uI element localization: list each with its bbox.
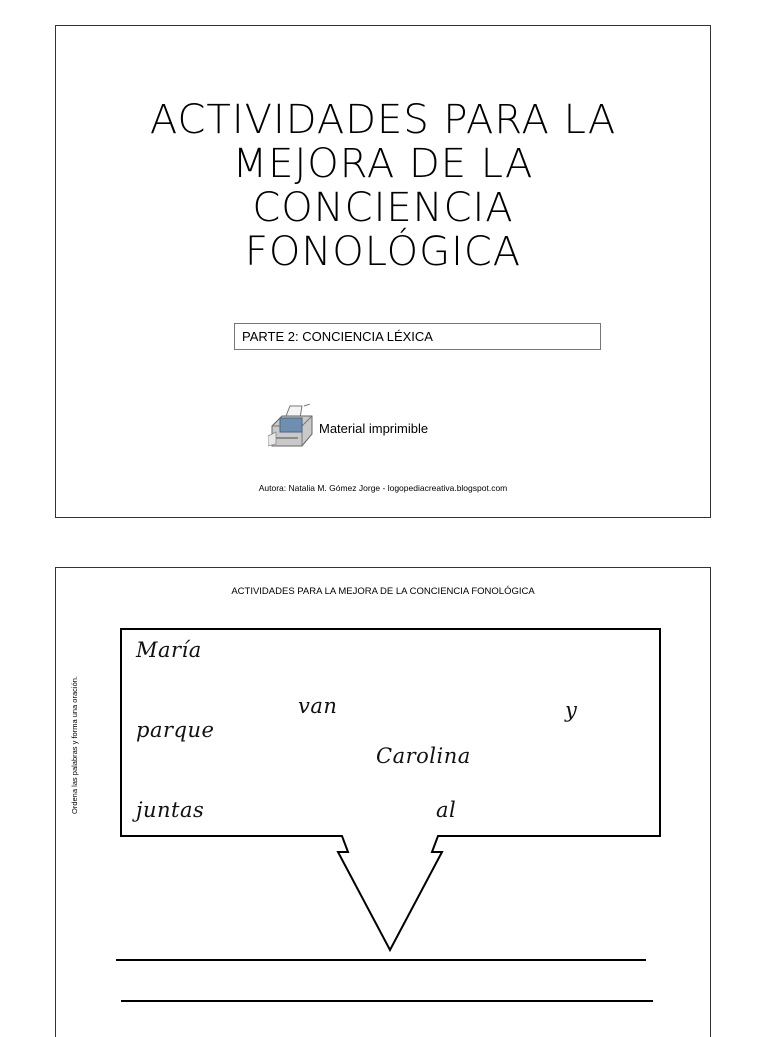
subtitle-box: PARTE 2: CONCIENCIA LÉXICA <box>234 323 601 350</box>
answer-line <box>116 959 646 961</box>
worksheet-header: ACTIVIDADES PARA LA MEJORA DE LA CONCIENCIA FONOLÓGICA <box>231 586 535 597</box>
material-label: Material imprimible <box>319 421 429 436</box>
word-card: Carolina <box>376 744 471 768</box>
word-card: juntas <box>136 798 205 822</box>
title-line: FONOLÓGICA <box>244 229 522 275</box>
word-card: parque <box>136 718 215 742</box>
author-credit: Autora: Natalia M. Gómez Jorge - logopediacreativa.blogspot.com <box>258 483 508 493</box>
answer-line <box>121 1000 653 1002</box>
title-line: MEJORA DE LA <box>232 141 534 187</box>
title-line: ACTIVIDADES PARA LA <box>149 97 617 143</box>
word-card: van <box>298 694 338 718</box>
title-line: CONCIENCIA <box>252 185 514 231</box>
main-title <box>56 98 710 274</box>
speech-bubble <box>120 628 662 954</box>
cover-slide <box>55 25 711 518</box>
word-card: María <box>136 638 202 662</box>
instruction-text: Ordena las palabras y forma una oración. <box>70 676 79 814</box>
word-card: y <box>565 698 578 722</box>
printer-icon <box>268 404 318 448</box>
word-card: al <box>436 798 457 822</box>
worksheet-slide <box>55 567 711 1037</box>
